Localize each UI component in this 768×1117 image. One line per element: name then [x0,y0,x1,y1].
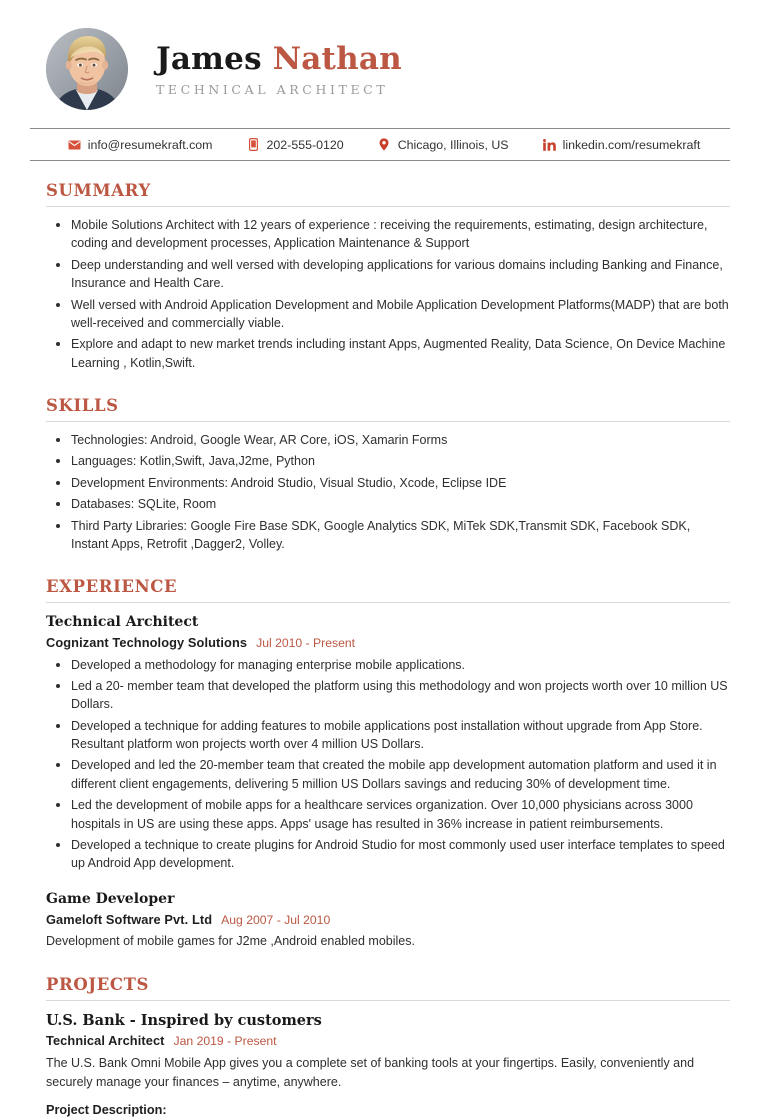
project-role: Technical Architect [46,1033,165,1049]
experience-item [46,889,730,951]
section-title-experience: EXPERIENCE [46,577,178,597]
contact-email[interactable] [68,138,213,152]
contact-linkedin-label: linkedin.com/resumekraft [562,137,701,152]
list-item: Developed a technique to create plugins for Android Studio for most commonly used user interface templates to speed up Android App development. [48,836,730,873]
spacer [46,877,730,889]
section-title-projects: PROJECTS [46,974,150,994]
spacer [46,955,730,975]
list-item: Explore and adapt to new market trends including instant Apps, Augmented Reality, Data Science, On Device Machine Learning , Kotlin,Swift. [48,335,730,372]
first-name: James [156,40,262,77]
list-item: Databases: SQLite, Room [48,495,730,513]
project-description: The U.S. Bank Omni Mobile App gives you a complete set of banking tools at your fingertips. Easily, conveniently and securely manage your finances – anytime, anywhere. [46,1055,695,1089]
project-item [46,1010,730,1117]
list-item: Mobile Solutions Architect with 12 years of experience : receiving the requirements, estimating, design architecture, coding and development processes, Application Maintenance & Support [48,216,730,253]
section-divider [46,421,730,422]
list-item: Developed a methodology for managing enterprise mobile applications. [48,656,730,674]
experience-item [46,612,730,872]
section-divider [46,1000,730,1001]
job-meta [46,910,730,929]
list-item: Led the development of mobile apps for a healthcare services organization. Over 10,000 physicians across 3000 hospitals in US are using these apps. Apps' usage has resulted in 36% increase in patient reimbursements. [48,796,730,833]
phone-icon [247,138,260,151]
job-company: Gameloft Software Pvt. Ltd [46,911,213,927]
spacer [46,376,730,396]
section-projects [46,975,730,1117]
list-item: Languages: Kotlin,Swift, Java,J2me, Python [48,452,730,470]
skills-bullet-list [48,431,730,553]
list-item: Technologies: Android, Google Wear, AR Core, iOS, Xamarin Forms [48,431,730,449]
last-name: Nathan [272,40,402,77]
project-meta [46,1031,730,1050]
linkedin-icon [543,138,556,151]
section-divider [46,602,730,603]
list-item: Development Environments: Android Studio, Visual Studio, Xcode, Eclipse IDE [48,474,730,492]
contact-email-label: info@resumekraft.com [87,137,213,152]
envelope-icon [68,138,81,151]
project-name: U.S. Bank - Inspired by customers [46,1011,322,1029]
avatar [46,28,128,110]
job-role: Technical Architect [46,614,199,631]
section-title-summary: SUMMARY [46,181,151,200]
section-title-skills: SKILLS [46,396,119,415]
location-pin-icon [378,138,391,151]
contact-location[interactable] [378,138,509,152]
list-item: Developed and led the 20-member team that created the mobile app development automation platform and used it in different client engagements, delivering 5 million US Dollars savings and reducing 30% of development time. [48,756,730,793]
spacer [46,557,730,577]
contact-bar [0,129,768,160]
list-item: Third Party Libraries: Google Fire Base SDK, Google Analytics SDK, MiTek SDK,Transmit SDK, Facebook SDK, Instant Apps, Retrofit ,Dagger2, Volley. [48,517,730,554]
identity-block [156,41,402,98]
section-experience [46,577,730,950]
list-item: Deep understanding and well versed with developing applications for various domains including Banking and Finance, Insurance and Health Care. [48,256,730,293]
list-item: Well versed with Android Application Development and Mobile Application Development Platforms(MADP) that are both well-received and commercially viable. [48,296,730,333]
header-job-title: TECHNICAL ARCHITECT [156,82,389,98]
list-item: Led a 20- member team that developed the platform using this methodology and won projects worth over 10 million US Dollars. [48,677,730,714]
section-divider [46,206,730,207]
resume-content [0,161,768,1117]
resume-header [0,0,768,128]
contact-phone[interactable] [247,138,344,152]
job-description: Development of mobile games for J2me ,Android enabled mobiles. [46,933,415,948]
section-summary [46,181,730,372]
contact-linkedin[interactable] [543,138,701,152]
project-dates: Jan 2019 - Present [173,1034,277,1049]
job-role: Game Developer [46,890,175,907]
job-dates: Jul 2010 - Present [256,636,356,651]
profile-photo-icon [46,28,128,110]
page-title [156,40,402,77]
contact-location-label: Chicago, Illinois, US [397,137,509,152]
contact-phone-label: 202-555-0120 [266,137,344,152]
section-skills [46,396,730,553]
project-description-subhead: Project Description: [46,1103,167,1117]
summary-bullet-list [48,216,730,372]
job-dates: Aug 2007 - Jul 2010 [221,912,331,927]
experience-bullet-list [48,656,730,873]
list-item: Developed a technique for adding features to mobile applications post installation without upgrade from App Store. Resultant platform won projects worth over 4 million US Dollars. [48,717,730,754]
job-company: Cognizant Technology Solutions [46,635,248,651]
job-meta [46,633,730,652]
